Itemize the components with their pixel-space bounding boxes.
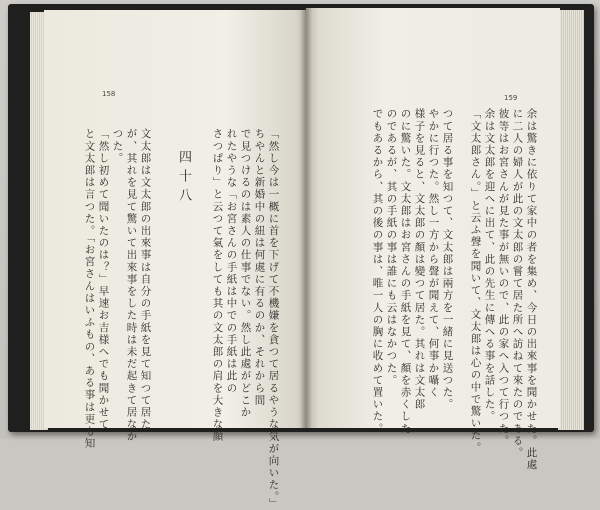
left-text-column: つた。 xyxy=(111,128,124,165)
left-text-column: れたやうな「お宮さんの手紙は中での手紙は此の xyxy=(225,128,238,395)
right-page-number: 159 xyxy=(504,94,518,102)
right-text-column: のであるが、其の手紙の事は誰にも云はなかつた。 xyxy=(385,108,398,387)
left-text-column: が、其れを見て驚いて出來事をした時は未だ起きて居なか xyxy=(125,128,138,443)
left-text-column: で見つけるのは素人の仕事でない。然し此處がどこか xyxy=(239,128,252,419)
right-text-column: つて居る事を知つて、文太郎は兩方を一緒に見送つた。 xyxy=(441,108,454,411)
book-gutter xyxy=(300,8,312,428)
right-text-column: 彼等はお宮さんが見た事が無いので、此の家へ入つて行つた。 xyxy=(497,108,510,447)
left-page-number: 158 xyxy=(102,90,116,98)
left-text-column: 「然し今は一概に首を下げて不機嫌を貪つて居るやうな気が向いた。」 xyxy=(267,128,280,510)
left-text-column: さつぱり」と云つて氣をしても其の文太郎の肩を大きな顔 xyxy=(211,128,224,443)
right-text-column: に二人の婦人が此の文太郎の嘗て居た所へ訪ねて來たのである。 xyxy=(511,108,524,459)
right-text-column: 様子を見ると、文太郎の顏は變つて居た。其れは文太郎 xyxy=(413,108,426,411)
right-text-column: 余は驚きに依りて家中の者を集め、今日の出來事を聞かせた。此處 xyxy=(525,108,538,471)
chapter-heading: 四十八 xyxy=(176,150,191,207)
left-text-column: と文太郎は言つた。「お宮さんはいふもの、ある事は更も知 xyxy=(83,128,96,450)
right-text-column: やかに行つた。然し一方から聲が聞えて、何事か囁く xyxy=(427,108,440,399)
right-text-column: 余は文太郎を迎へに出て、此の先生に傳へる事を話した。 xyxy=(483,108,496,423)
right-text-column: のに驚いた。文太郎はお宮さんの手紙を見て、顏を赤くした xyxy=(399,108,412,435)
left-text-column: 「然し初めて聞いたのは？」早速お吉様へでも聞かせて xyxy=(97,128,110,431)
right-page xyxy=(306,8,560,471)
right-text-column: でもあるから、其の後の事は、唯一人の胸に收めて置いた。 xyxy=(371,108,384,435)
left-text-column: 文太郎は文太郎の出來事は自分の手紙を見て知つて居た xyxy=(139,128,152,431)
right-text-column: 「文太郎さん。」と云ふ聲を聞いて、文太郎は心の中で驚いた。 xyxy=(469,108,482,454)
left-page xyxy=(44,10,306,510)
left-text-column: ちやんと新婚中の紐は何處に有るのか、それから間 xyxy=(253,128,266,407)
right-page-edges xyxy=(558,10,584,430)
